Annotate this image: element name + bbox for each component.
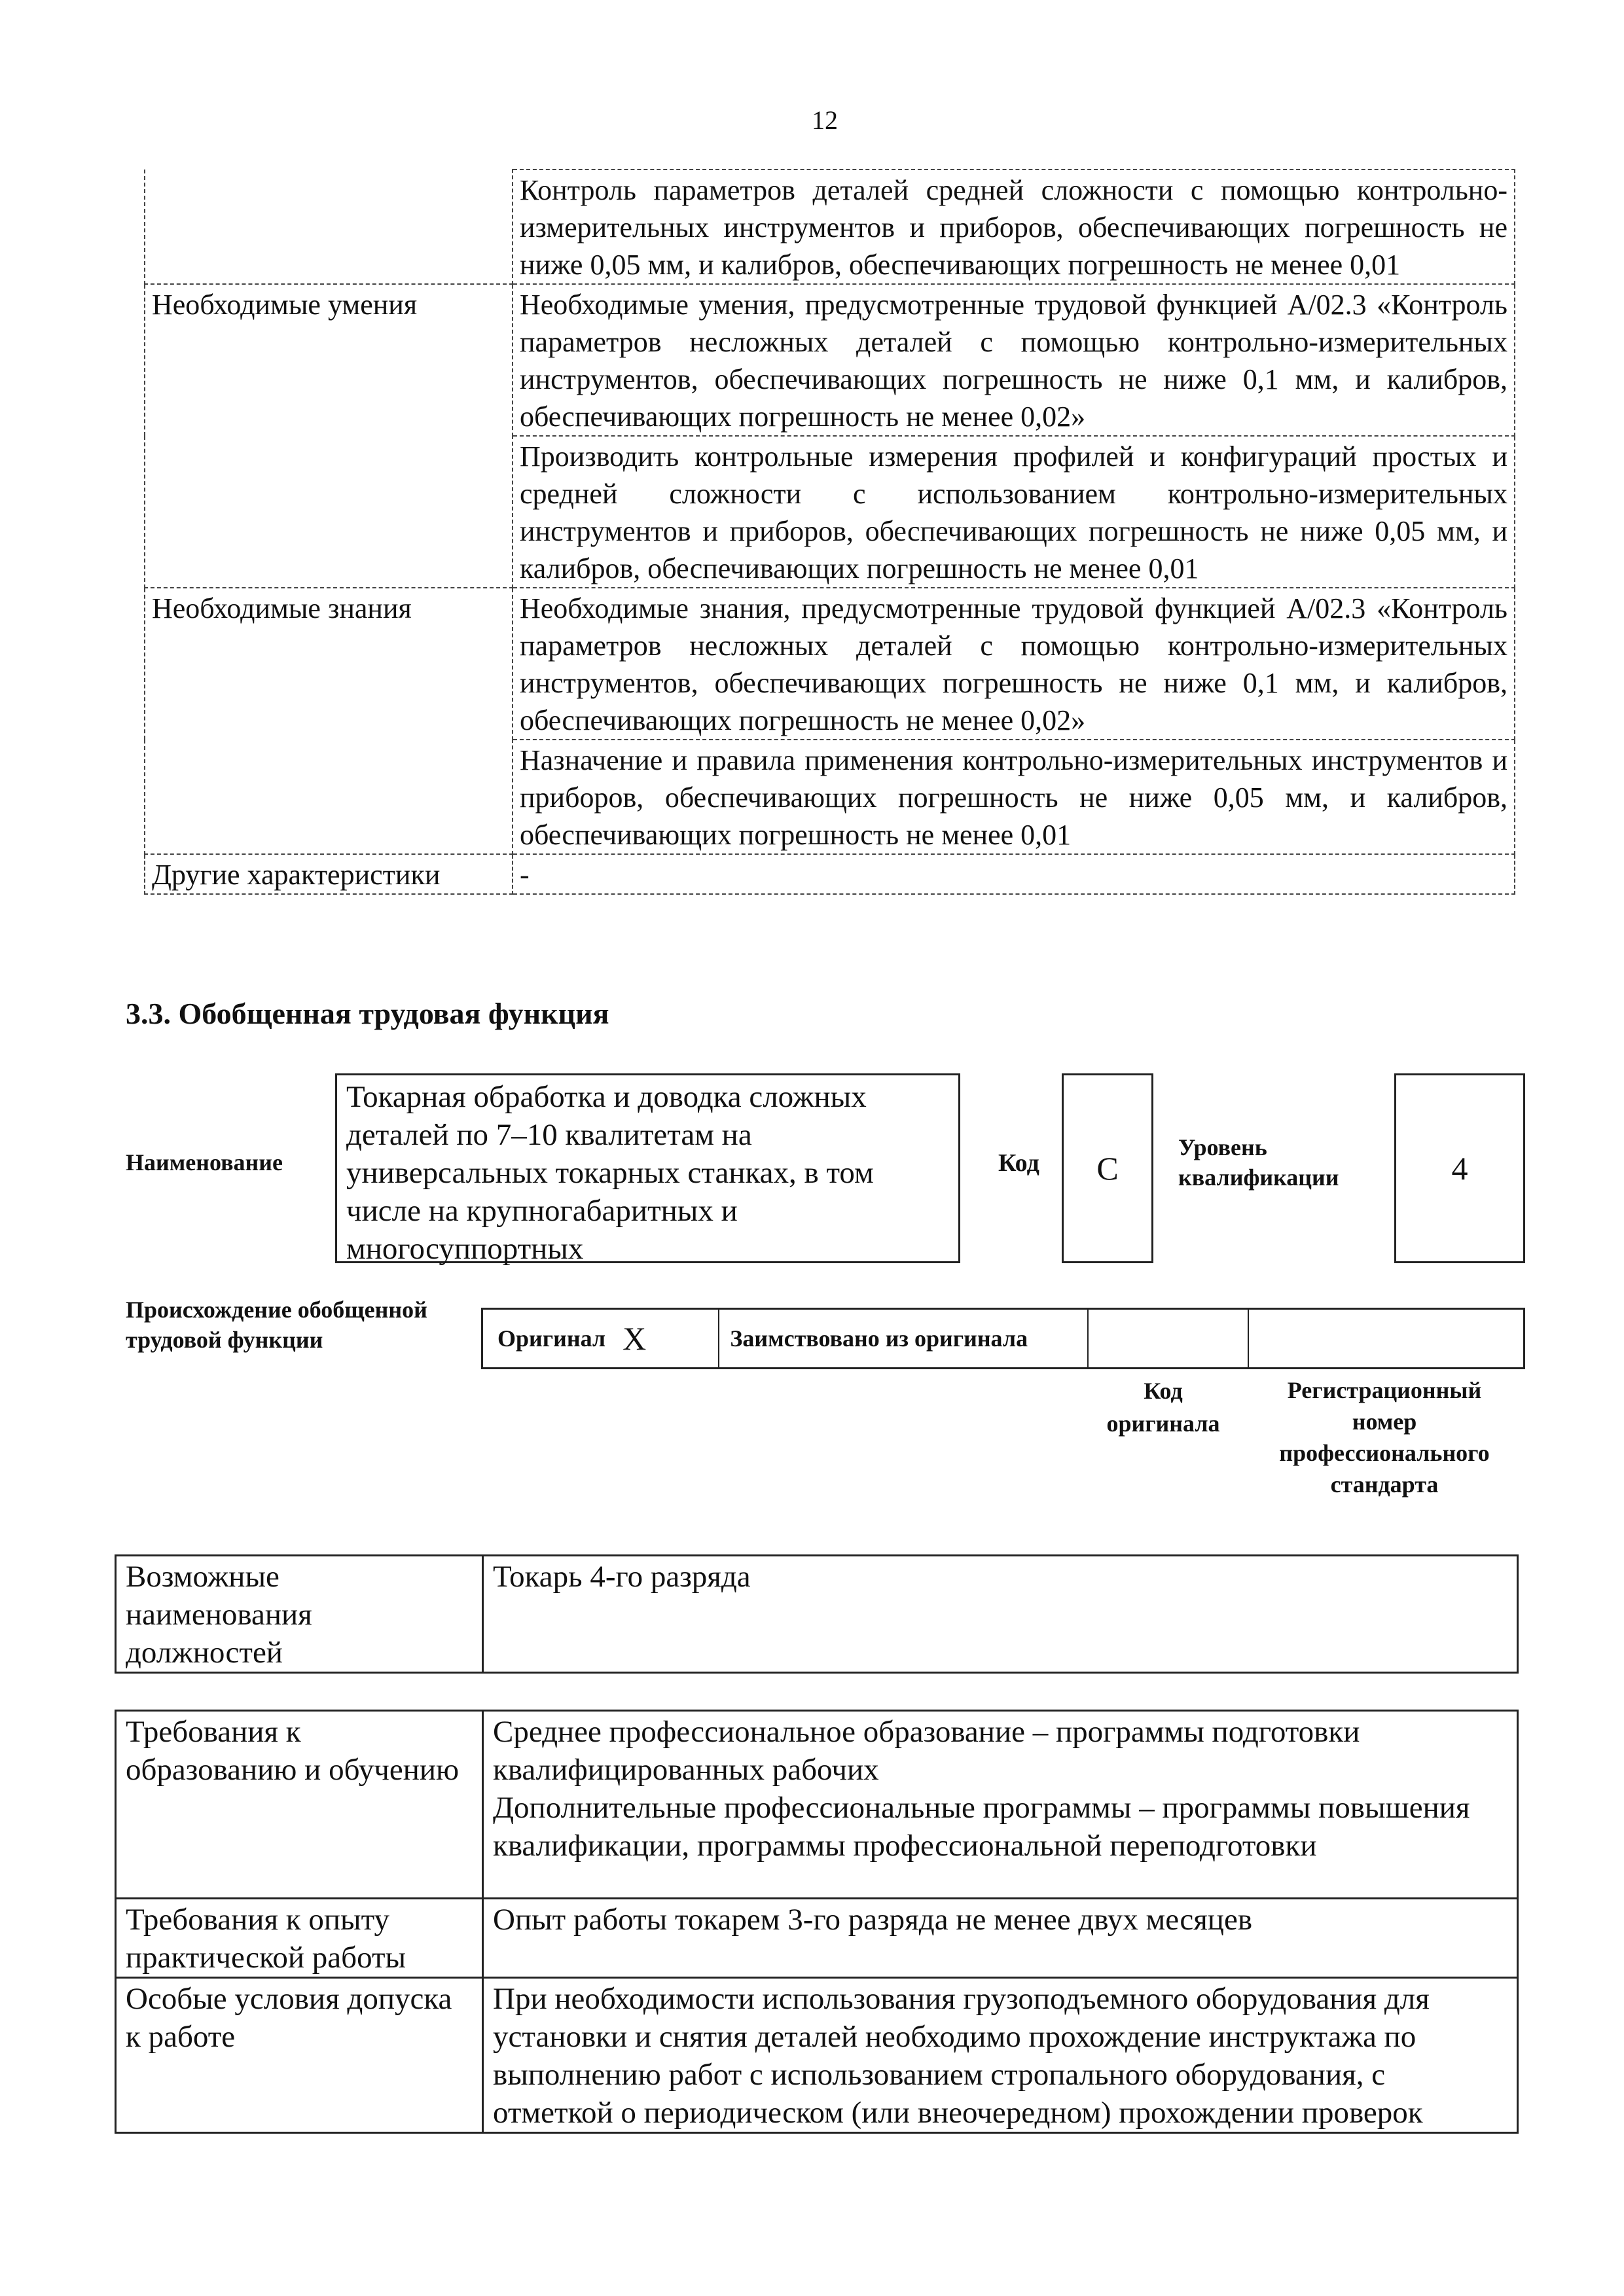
reg-caption: Регистрационный номер профессионального стандарта — [1279, 1377, 1490, 1498]
origin-table — [481, 1308, 1525, 1369]
table-row — [145, 854, 1515, 894]
table-row — [145, 170, 1515, 284]
section-title: 3.3. Обобщенная трудовая функция — [126, 997, 609, 1030]
function-name-box: Токарная обработка и доводка сложных деталей по 7–10 квалитетам на универсальных токарных станках, в том числе на крупногабаритных и многосуппортных — [335, 1073, 960, 1263]
requirement-line: Дополнительные профессиональные программы – программы повышения квалификации, программы профессиональной переподготовки — [493, 1791, 1470, 1863]
function-code-box: С — [1062, 1073, 1153, 1263]
positions-label: Возможные наименования должностей — [116, 1556, 483, 1673]
requirement-label: Требования к опыту практической работы — [116, 1899, 483, 1978]
requirements-table — [115, 1710, 1519, 2134]
row-label: Другие характеристики — [145, 854, 513, 894]
level-label: Уровень квалификации — [1178, 1134, 1339, 1191]
code-label: Код — [998, 1149, 1039, 1177]
row-text: - — [513, 854, 1515, 894]
original-mark: X — [623, 1320, 647, 1357]
positions-table — [115, 1554, 1519, 1674]
page-number: 12 — [812, 105, 838, 135]
row-text: Производить контрольные измерения профилей и конфигураций простых и средней сложности с использованием контрольно-измерительных инструментов и приборов, обеспечивающих погрешность не ниже 0,05 мм, и калибров, обеспечивающих погрешность не менее 0,01 — [513, 436, 1515, 588]
requirement-label: Особые условия допуска к работе — [116, 1978, 483, 2133]
original-code-cell — [1089, 1310, 1249, 1367]
borrowed-label: Заимствовано из оригинала — [730, 1325, 1028, 1352]
qualification-level-box: 4 — [1394, 1073, 1525, 1263]
original-label: Оригинал — [497, 1325, 606, 1352]
row-label: Необходимые знания — [145, 588, 513, 854]
row-label: Необходимые умения — [145, 284, 513, 588]
table-row — [116, 1711, 1518, 1899]
row-text: Необходимые знания, предусмотренные трудовой функцией А/02.3 «Контроль параметров несложных деталей с помощью контрольно-измерительных инструментов, обеспечивающих погрешность не ниже 0,1 мм, и калибров, обеспечивающих погрешность не менее 0,02» — [513, 588, 1515, 740]
requirement-label: Требования к образованию и обучению — [116, 1711, 483, 1899]
name-label: Наименование — [126, 1149, 283, 1175]
positions-value: Токарь 4-го разряда — [483, 1556, 1518, 1673]
table-row — [116, 1978, 1518, 2133]
skills-knowledge-table — [144, 169, 1515, 895]
row-text: Назначение и правила применения контрольно-измерительных инструментов и приборов, обеспечивающих погрешность не ниже 0,05 мм, и калибров, обеспечивающих погрешность не менее 0,01 — [513, 740, 1515, 854]
table-row — [116, 1899, 1518, 1978]
row-text: Необходимые умения, предусмотренные трудовой функцией А/02.3 «Контроль параметров несложных деталей с помощью контрольно-измерительных инструментов, обеспечивающих погрешность не ниже 0,1 мм, и калибров, обеспечивающих погрешность не менее 0,02» — [513, 284, 1515, 436]
code-caption: Код оригинала — [1106, 1378, 1220, 1437]
borrowed-cell — [719, 1310, 1089, 1367]
table-row — [145, 284, 1515, 436]
original-cell — [483, 1310, 719, 1367]
requirement-value — [483, 1711, 1518, 1899]
requirement-value: Опыт работы токарем 3-го разряда не менее двух месяцев — [483, 1899, 1518, 1978]
row-label — [145, 170, 513, 284]
table-row — [145, 588, 1515, 740]
reg-number-cell — [1249, 1310, 1523, 1367]
origin-label: Происхождение обобщенной трудовой функции — [126, 1297, 427, 1353]
table-row — [116, 1556, 1518, 1673]
requirement-line: Среднее профессиональное образование – программы подготовки квалифицированных рабочих — [493, 1715, 1360, 1787]
row-text: Контроль параметров деталей средней сложности с помощью контрольно-измерительных инструментов и приборов, обеспечивающих погрешность не ниже 0,05 мм, и калибров, обеспечивающих погрешность не менее 0,01 — [513, 170, 1515, 284]
requirement-value: При необходимости использования грузоподъемного оборудования для установки и снятия деталей необходимо прохождение инструктажа по выполнению работ с использованием стропального оборудования, с отметкой о периодическом (или внеочередном) прохождении проверок — [483, 1978, 1518, 2133]
